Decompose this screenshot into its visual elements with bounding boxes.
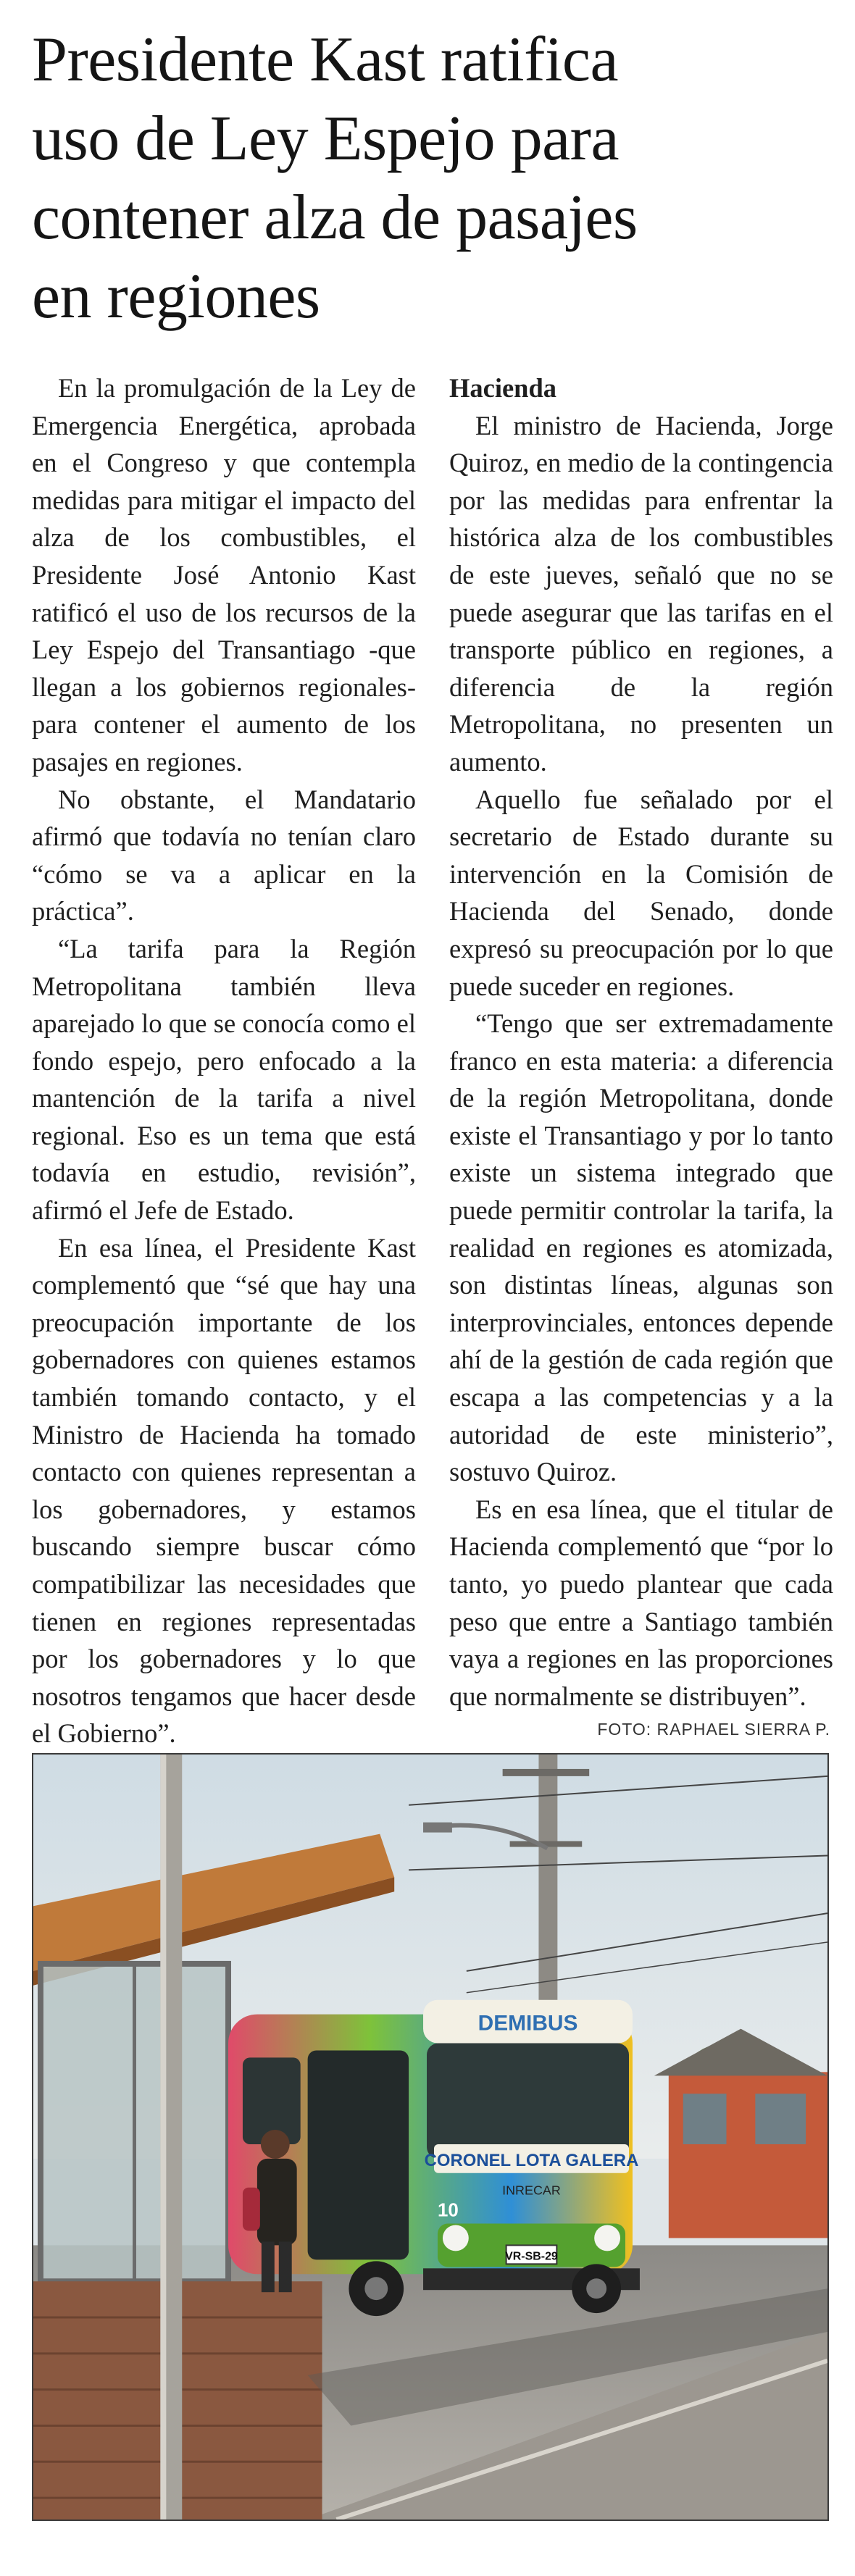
paragraph: “La tarifa para la Región Metropolitana también lleva aparejado lo que se conocía como el fondo espejo, pero enfocado a la mantención de la tarifa a nivel regional. Eso es un tema que está todavía en estudio, revisión”, afirmó el Jefe de Estado. (32, 933, 416, 1226)
headline-line: Presidente Kast ratifica (32, 25, 619, 95)
bus-brand: INRECAR (502, 2183, 561, 2198)
paragraph: El ministro de Hacienda, Jorge Quiroz, en medio de la contingencia por las medidas para enfrentar la histórica alza de los combustibles de este jueves, señaló que no se puede asegurar que las tarifas en el transporte público en regiones, a diferencia de la región Metropolitana, no presenten un aumento. (449, 410, 833, 777)
bus-destination-sign: DEMIBUS (477, 2011, 578, 2036)
article-column-right (449, 369, 833, 1715)
bus-route-sign: CORONEL LOTA GALERA (424, 2150, 639, 2170)
paragraph: Aquello fue señalado por el secretario de Estado durante su intervención en la Comisión de Hacienda del Senado, donde expresó su preocupación por lo que puede suceder en regiones. (449, 784, 833, 1001)
photo-credit: FOTO: RAPHAEL SIERRA P. (597, 1720, 830, 1739)
subhead: Hacienda (449, 373, 557, 403)
headline-line: contener alza de pasajes (32, 183, 638, 253)
headline-line: en regiones (32, 262, 320, 332)
news-photo (32, 1753, 829, 2521)
headline-line: uso de Ley Espejo para (32, 104, 620, 174)
article-column-left (32, 369, 416, 1752)
paragraph: Es en esa línea, que el titular de Hacienda complementó que “por lo tanto, yo puedo plantear que cada peso que entre a Santiago también vaya a regiones en las proporciones que normalmente se distribuyen”. (449, 1494, 833, 1711)
bus-plate: VR-SB-29 (505, 2250, 558, 2263)
paragraph: No obstante, el Mandatario afirmó que todavía no tenían claro “cómo se va a aplicar en la práctica”. (32, 784, 416, 927)
paragraph: “Tengo que ser extremadamente franco en esta materia: a diferencia de la región Metropolitana, donde existe el Transantiago y por lo tanto existe un sistema integrado que puede permitir controlar la tarifa, la realidad en regiones es atomizada, son distintas líneas, algunas son interprovinciales, entonces depende ahí de la gestión de cada región que escapa a las competencias y a la autoridad de este ministerio”, sostuvo Quiroz. (449, 1008, 833, 1487)
headline (32, 20, 836, 336)
bus-stop-photo (33, 1755, 827, 2519)
bus-number: 10 (437, 2200, 459, 2221)
paragraph: En esa línea, el Presidente Kast complementó que “sé que hay una preocupación importante de los gobernadores con quienes estamos también tomando contacto, y el Ministro de Hacienda ha tomado contacto con quienes representan a los gobernadores, y estamos buscando siempre buscar cómo compatibilizar las necesidades que tienen en regiones representadas por los gobernadores y lo que nosotros tengamos que hacer desde el Gobierno”. (32, 1232, 416, 1749)
paragraph: En la promulgación de la Ley de Emergencia Energética, aprobada en el Congreso y que contempla medidas para mitigar el impacto del alza de los combustibles, el Presidente José Antonio Kast ratificó el uso de los recursos de la Ley Espejo del Transantiago -que llegan a los gobiernos regionales- para contener el aumento de los pasajes en regiones. (32, 373, 416, 777)
